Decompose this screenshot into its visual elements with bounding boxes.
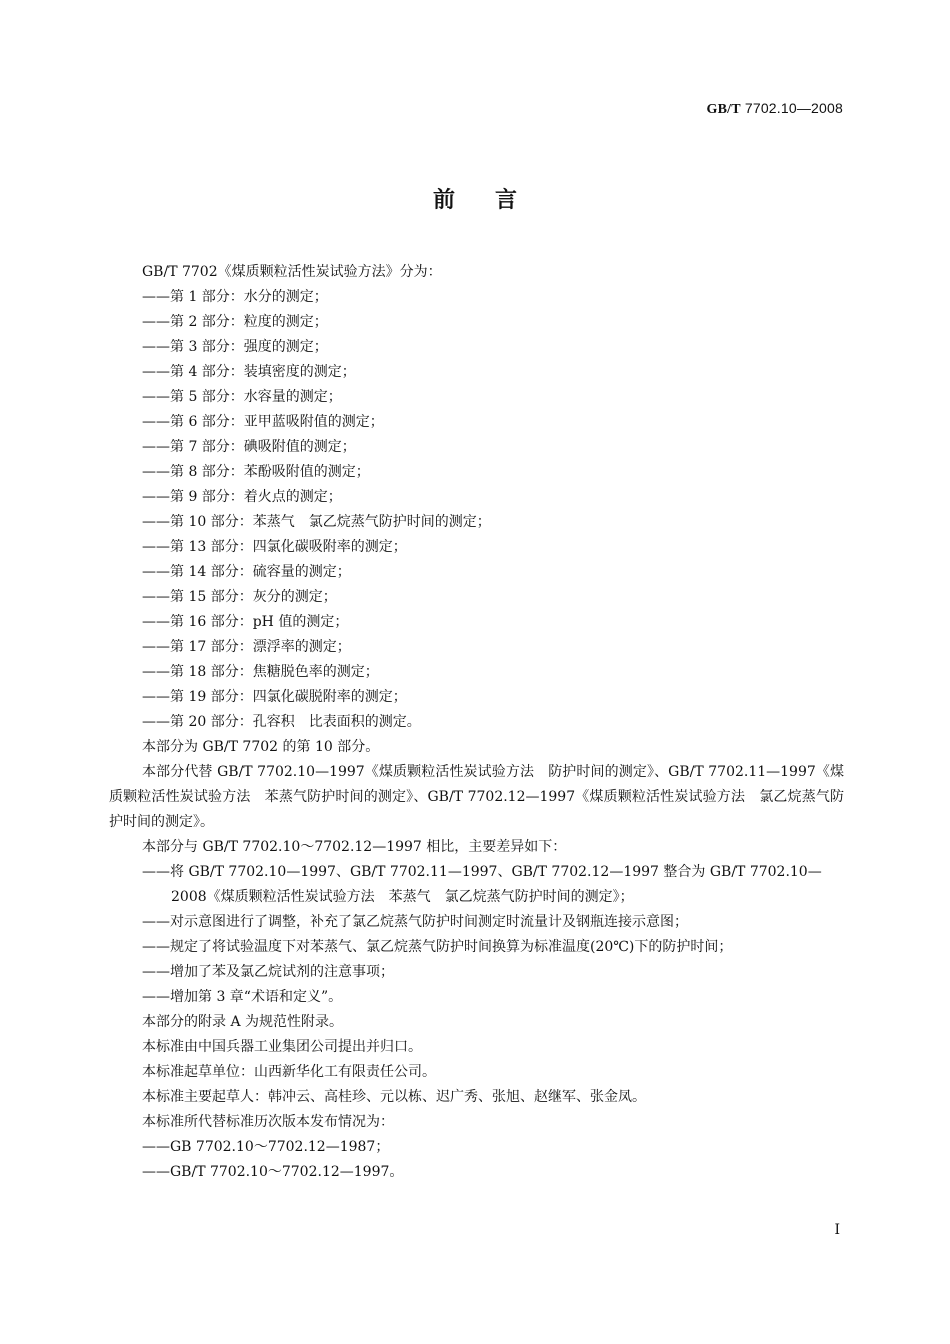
list-item-line: ——将 GB/T 7702.10—1997、GB/T 7702.11—1997、GB/T 7702.12—1997 整合为 GB/T 7702.10—	[142, 864, 822, 880]
page-header	[706, 100, 843, 118]
drafters-paragraph: 本标准主要起草人：韩冲云、高桂珍、元以栋、迟广秀、张旭、赵继军、张金凤。	[142, 1089, 646, 1105]
foreword-body	[109, 260, 844, 1185]
list-item: ——第 19 部分：四氯化碳脱附率的测定；	[142, 689, 407, 705]
standard-prefix: GB/T	[706, 102, 741, 117]
list-item: ——GB 7702.10～7702.12—1987；	[142, 1139, 390, 1155]
page-number: I	[834, 1222, 840, 1238]
list-item: ——第 2 部分：粒度的测定；	[142, 314, 328, 330]
list-item: ——第 20 部分：孔容积 比表面积的测定。	[142, 714, 421, 730]
replaces-paragraph: 本部分代替 GB/T 7702.10—1997《煤质颗粒活性炭试验方法 防护时间的测定》、GB/T 7702.11—1997《煤质颗粒活性炭试验方法 苯蒸气防护时间的测定》、GB/T 7702.12—1997《煤质颗粒活性炭试验方法 氯乙烷蒸气防护时间的测定》。	[109, 764, 844, 830]
list-item: ——第 6 部分：亚甲蓝吸附值的测定；	[142, 414, 384, 430]
list-item: ——第 9 部分：着火点的测定；	[142, 489, 342, 505]
list-item: ——第 10 部分：苯蒸气 氯乙烷蒸气防护时间的测定；	[142, 514, 491, 530]
annex-paragraph: 本部分的附录 A 为规范性附录。	[142, 1014, 344, 1030]
list-item: ——第 15 部分：灰分的测定；	[142, 589, 337, 605]
list-item: ——增加第 3 章“术语和定义”。	[142, 989, 343, 1005]
list-item: ——GB/T 7702.10～7702.12—1997。	[142, 1164, 404, 1180]
history-list	[109, 1135, 844, 1185]
history-intro: 本标准所代替标准历次版本发布情况为：	[142, 1114, 394, 1130]
list-item-continuation: 2008《煤质颗粒活性炭试验方法 苯蒸气 氯乙烷蒸气防护时间的测定》；	[171, 889, 634, 905]
list-item: ——第 4 部分：装填密度的测定；	[142, 364, 356, 380]
list-item: ——规定了将试验温度下对苯蒸气、氯乙烷蒸气防护时间换算为标准温度(20℃)下的防护时间；	[142, 939, 733, 955]
list-item: ——第 7 部分：碘吸附值的测定；	[142, 439, 356, 455]
list-item: ——第 1 部分：水分的测定；	[142, 289, 328, 305]
list-item: ——第 17 部分：漂浮率的测定；	[142, 639, 351, 655]
differences-list	[109, 860, 844, 1010]
differences-intro: 本部分与 GB/T 7702.10～7702.12—1997 相比，主要差异如下：	[142, 839, 567, 855]
list-item: ——对示意图进行了调整，补充了氯乙烷蒸气防护时间测定时流量计及钢瓶连接示意图；	[142, 914, 688, 930]
part-of-paragraph: 本部分为 GB/T 7702 的第 10 部分。	[142, 739, 380, 755]
list-item	[109, 860, 844, 910]
list-item: ——第 5 部分：水容量的测定；	[142, 389, 342, 405]
list-item: ——第 18 部分：焦糖脱色率的测定；	[142, 664, 379, 680]
list-item: ——第 14 部分：硫容量的测定；	[142, 564, 351, 580]
intro-paragraph: GB/T 7702《煤质颗粒活性炭试验方法》分为：	[142, 264, 442, 280]
list-item: ——第 8 部分：苯酚吸附值的测定；	[142, 464, 370, 480]
page-title: 前言	[432, 187, 557, 213]
list-item: ——第 16 部分：pH 值的测定；	[142, 614, 349, 630]
drafting-unit-paragraph: 本标准起草单位：山西新华化工有限责任公司。	[142, 1064, 436, 1080]
parts-list	[109, 285, 844, 735]
list-item: ——第 13 部分：四氯化碳吸附率的测定；	[142, 539, 407, 555]
standard-number: 7702.10—2008	[744, 100, 843, 116]
proposed-paragraph: 本标准由中国兵器工业集团公司提出并归口。	[142, 1039, 422, 1055]
list-item: ——第 3 部分：强度的测定；	[142, 339, 328, 355]
list-item: ——增加了苯及氯乙烷试剂的注意事项；	[142, 964, 394, 980]
